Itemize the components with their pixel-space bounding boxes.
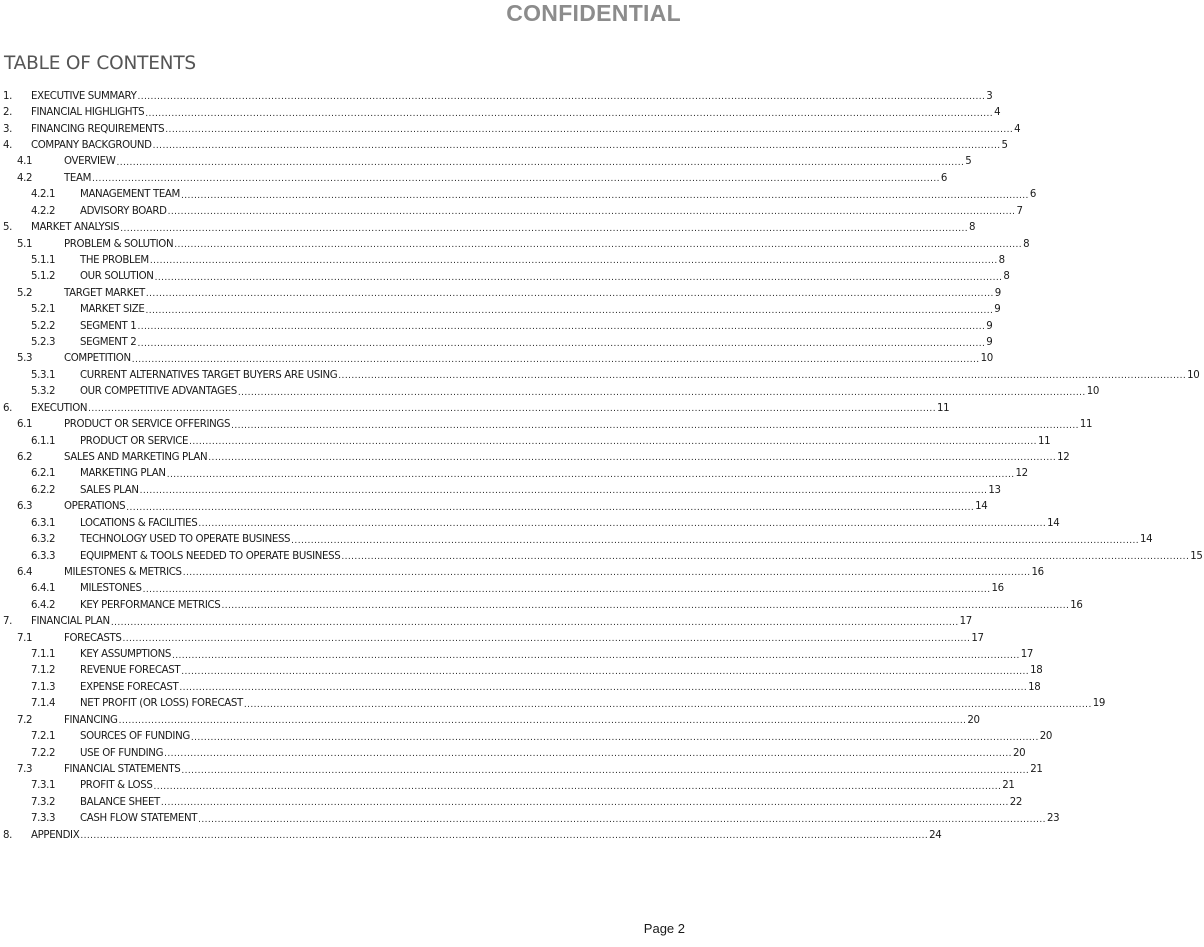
toc-entry[interactable] [3,499,988,515]
toc-dot-leader: .................................................................................................................................................................................................................................................................... [179,683,1028,694]
toc-entry-label: SOURCES OF FUNDING [80,731,190,743]
toc-entry-number: 7.3.3 [31,813,56,825]
toc-dot-leader: .................................................................................................................................................................................................................................................................... [182,568,1031,579]
toc-dot-leader: .................................................................................................................................................................................................................................................................... [189,437,1037,448]
toc-entry-label: LOCATIONS & FACILITIES [80,517,198,529]
toc-entry-page: 13 [988,484,1001,496]
toc-entry-page: 6 [940,172,947,184]
toc-entry[interactable] [3,548,1203,564]
toc-entry-number: 5.2.2 [31,320,56,332]
toc-entry[interactable] [3,400,950,416]
toc-entry-page: 8 [1023,238,1030,250]
toc-dot-leader: .................................................................................................................................................................................................................................................................... [180,190,1029,201]
toc-entry-number: 6.1.1 [31,435,56,447]
toc-dot-leader: .................................................................................................................................................................................................................................................................... [137,338,986,349]
toc-entry-label: EQUIPMENT & TOOLS NEEDED TO OPERATE BUSINESS [80,550,341,562]
toc-entry-number: 5.3.2 [31,386,56,398]
toc-dot-leader: .................................................................................................................................................................................................................................................................... [166,469,1015,480]
toc-entry-label: MARKET SIZE [80,304,145,316]
toc-entry[interactable] [3,367,1200,383]
toc-dot-leader: .................................................................................................................................................................................................................................................................... [145,108,994,119]
toc-entry-page: 5 [965,156,972,168]
toc-entry-label: COMPANY BACKGROUND [31,139,152,151]
toc-entry-number: 7.2.1 [31,731,56,743]
toc-entry-page: 23 [1046,813,1060,825]
toc-entry-number: 7.2.2 [31,747,56,759]
toc-entry[interactable] [3,416,1093,432]
table-of-contents [3,88,1203,843]
toc-dot-leader: .................................................................................................................................................................................................................................................................... [208,453,1057,464]
toc-dot-leader: .................................................................................................................................................................................................................................................................... [137,92,986,103]
toc-entry-label: APPENDIX [31,829,80,841]
toc-dot-leader: .................................................................................................................................................................................................................................................................... [338,371,1187,382]
toc-entry-label: OPERATIONS [64,501,126,513]
toc-dot-leader: .................................................................................................................................................................................................................................................................... [237,387,1086,398]
toc-entry-label: CURRENT ALTERNATIVES TARGET BUYERS ARE USING [80,369,338,381]
toc-entry-page: 11 [1079,419,1093,431]
toc-entry-page: 11 [1037,435,1051,447]
page-number: Page 2 [643,921,685,936]
toc-entry-label: MARKETING PLAN [80,468,166,480]
toc-entry-number: 7.1.1 [31,649,56,661]
toc-entry-page: 8 [969,222,976,234]
toc-entry-page: 9 [986,320,993,332]
toc-dot-leader: .................................................................................................................................................................................................................................................................... [164,749,1012,760]
toc-entry-number: 4. [3,139,13,151]
toc-entry-number: 5. [3,222,13,234]
toc-entry-page: 3 [986,90,993,102]
toc-entry[interactable] [3,104,1001,120]
toc-dot-leader: .................................................................................................................................................................................................................................................................... [198,814,1046,825]
toc-entry[interactable] [3,482,1001,498]
toc-dot-leader: .................................................................................................................................................................................................................................................................... [116,157,965,168]
toc-dot-leader: .................................................................................................................................................................................................................................................................... [80,831,929,842]
toc-dot-leader: .................................................................................................................................................................................................................................................................... [92,174,940,185]
toc-entry-number: 1. [3,90,13,102]
toc-entry-label: FINANCIAL PLAN [31,616,110,628]
toc-entry-number: 5.1 [17,238,33,250]
toc-entry[interactable] [3,564,1044,580]
toc-dot-leader: .................................................................................................................................................................................................................................................................... [122,634,971,645]
toc-dot-leader: .................................................................................................................................................................................................................................................................... [341,552,1190,563]
toc-entry-page: 14 [975,501,988,513]
toc-dot-leader: .................................................................................................................................................................................................................................................................... [110,617,959,628]
toc-entry-label: OUR SOLUTION [80,271,154,283]
toc-dot-leader: .................................................................................................................................................................................................................................................................... [181,765,1030,776]
toc-entry-page: 18 [1028,681,1041,693]
toc-entry-number: 7. [3,616,13,628]
toc-entry-page: 20 [1039,731,1052,743]
toc-entry-page: 10 [980,353,993,365]
toc-dot-leader: .................................................................................................................................................................................................................................................................... [198,519,1047,530]
toc-entry[interactable] [3,236,1030,252]
toc-entry[interactable] [3,728,1052,744]
toc-dot-leader: .................................................................................................................................................................................................................................................................... [154,272,1003,283]
toc-entry-page: 12 [1057,451,1070,463]
toc-entry-page: 4 [1014,123,1021,135]
toc-entry[interactable] [3,531,1153,547]
toc-entry[interactable] [3,794,1023,810]
toc-entry-number: 6.4.1 [31,583,56,595]
toc-entry[interactable] [3,334,993,350]
toc-entry[interactable] [3,581,1004,597]
toc-entry-number: 7.3 [17,764,33,775]
toc-dot-leader: .................................................................................................................................................................................................................................................................... [88,404,936,415]
toc-entry[interactable] [3,663,1043,679]
toc-entry-number: 7.3.1 [31,780,56,792]
toc-entry-number: 7.1.2 [31,665,56,677]
toc-entry[interactable] [3,433,1051,449]
toc-entry-page: 21 [1030,764,1043,775]
toc-entry-page: 12 [1015,468,1028,480]
toc-entry-label: CASH FLOW STATEMENT [80,813,198,825]
toc-entry[interactable] [3,318,993,334]
toc-entry-label: THE PROBLEM [80,254,149,266]
toc-dot-leader: .................................................................................................................................................................................................................................................................... [221,601,1070,612]
toc-entry-page: 20 [1012,747,1026,759]
toc-entry-label: TARGET MARKET [64,287,145,299]
toc-entry-label: EXPENSE FORECAST [80,681,179,693]
toc-entry-page: 9 [994,304,1001,316]
toc-dot-leader: .................................................................................................................................................................................................................................................................... [153,781,1002,792]
toc-entry-number: 6.3.1 [31,517,56,529]
toc-entry-number: 7.1.3 [31,681,56,693]
toc-entry-number: 5.3.1 [31,369,56,381]
toc-entry-label: OVERVIEW [64,156,116,168]
toc-entry-label: SALES AND MARKETING PLAN [64,451,208,463]
toc-entry-number: 7.1 [17,632,33,644]
toc-entry[interactable] [3,449,1070,465]
toc-entry[interactable] [3,252,1005,268]
toc-entry-label: USE OF FUNDING [80,747,164,759]
toc-entry-number: 6.4 [17,566,33,578]
toc-dot-leader: .................................................................................................................................................................................................................................................................... [167,207,1016,218]
toc-entry-label: FINANCING [64,714,118,726]
toc-entry-number: 8. [3,829,13,841]
toc-entry-label: FINANCIAL STATEMENTS [64,764,181,775]
toc-dot-leader: .................................................................................................................................................................................................................................................................... [145,305,994,316]
toc-title: TABLE OF CONTENTS [4,53,196,74]
toc-entry-page: 4 [994,107,1001,119]
toc-entry[interactable] [3,679,1041,695]
toc-entry-number: 6. [3,402,13,414]
toc-dot-leader: .................................................................................................................................................................................................................................................................... [120,223,969,234]
toc-entry-page: 5 [1001,139,1008,151]
toc-entry[interactable] [3,614,972,630]
toc-dot-leader: .................................................................................................................................................................................................................................................................... [118,716,967,727]
toc-entry-page: 19 [1092,698,1105,710]
toc-entry[interactable] [3,203,1023,219]
toc-entry-label: FORECASTS [64,632,122,644]
toc-entry-label: FINANCIAL HIGHLIGHTS [31,107,145,119]
toc-entry-page: 16 [991,583,1004,595]
toc-entry[interactable] [3,384,1099,400]
toc-entry-number: 5.3 [17,353,33,365]
toc-entry-number: 4.1 [17,156,33,168]
toc-entry-page: 16 [1070,599,1083,611]
toc-dot-leader: .................................................................................................................................................................................................................................................................... [142,584,991,595]
confidential-header: CONFIDENTIAL [506,0,681,26]
toc-entry-page: 17 [971,632,984,644]
toc-entry-number: 5.1.1 [31,254,56,266]
toc-dot-leader: .................................................................................................................................................................................................................................................................... [131,354,980,365]
toc-entry[interactable] [3,121,1021,137]
toc-entry-label: SEGMENT 2 [80,337,137,349]
toc-entry-number: 2. [3,107,13,119]
toc-dot-leader: .................................................................................................................................................................................................................................................................... [160,798,1009,809]
toc-entry-label: KEY PERFORMANCE METRICS [80,599,221,611]
toc-entry-page: 21 [1002,780,1015,792]
toc-entry-number: 6.3 [17,501,33,513]
toc-entry[interactable] [3,515,1060,531]
toc-entry-page: 8 [1003,271,1010,283]
toc-entry-label: REVENUE FORECAST [80,665,181,677]
toc-entry-number: 4.2 [17,172,33,184]
toc-entry[interactable] [3,827,942,843]
toc-entry-page: 8 [998,254,1005,266]
toc-entry[interactable] [3,285,1001,301]
toc-entry-number: 7.3.2 [31,796,56,808]
toc-entry-number: 7.2 [17,714,33,726]
toc-entry-number: 6.3.3 [31,550,56,562]
toc-entry-label: SEGMENT 1 [80,320,137,332]
toc-dot-leader: .................................................................................................................................................................................................................................................................... [165,125,1014,136]
toc-entry[interactable] [3,646,1034,662]
toc-entry[interactable] [3,745,1026,761]
toc-entry-label: SALES PLAN [80,484,139,496]
toc-entry[interactable] [3,761,1043,777]
toc-entry[interactable] [3,630,984,646]
toc-dot-leader: .................................................................................................................................................................................................................................................................... [149,256,998,267]
toc-entry[interactable] [3,301,1001,317]
toc-entry-label: TECHNOLOGY USED TO OPERATE BUSINESS [80,534,291,546]
toc-entry-page: 6 [1029,189,1036,201]
toc-entry-number: 6.2.2 [31,484,56,496]
toc-entry[interactable] [3,88,993,104]
toc-entry-label: PRODUCT OR SERVICE OFFERINGS [64,419,231,431]
toc-entry[interactable] [3,811,1060,827]
toc-entry[interactable] [3,154,972,170]
toc-entry-label: ADVISORY BOARD [80,205,167,217]
toc-entry-label: PROBLEM & SOLUTION [64,238,174,250]
toc-entry-label: MARKET ANALYSIS [31,222,120,234]
toc-entry[interactable] [3,712,980,728]
toc-entry-page: 20 [967,714,980,726]
toc-entry-number: 6.4.2 [31,599,56,611]
toc-entry-label: OUR COMPETITIVE ADVANTAGES [80,386,237,398]
toc-entry-number: 4.2.2 [31,205,56,217]
toc-entry-label: EXECUTIVE SUMMARY [31,90,137,102]
toc-entry-label: BALANCE SHEET [80,796,160,808]
toc-entry-page: 9 [986,337,993,349]
toc-entry-label: COMPETITION [64,353,131,365]
toc-entry[interactable] [3,219,976,235]
toc-entry-page: 18 [1030,665,1043,677]
toc-entry-number: 4.2.1 [31,189,56,201]
toc-entry[interactable] [3,269,1010,285]
toc-entry-page: 7 [1016,205,1023,217]
toc-entry-page: 10 [1086,386,1099,398]
toc-entry-number: 5.1.2 [31,271,56,283]
toc-entry-page: 11 [936,402,950,414]
toc-entry-page: 16 [1031,566,1044,578]
toc-entry-number: 5.2 [17,287,33,299]
toc-entry[interactable] [3,187,1036,203]
toc-entry[interactable] [3,597,1083,613]
toc-entry[interactable] [3,696,1105,712]
toc-entry-label: MILESTONES [80,583,142,595]
toc-entry-label: TEAM [64,172,92,184]
toc-entry-label: NET PROFIT (OR LOSS) FORECAST [80,698,243,710]
toc-entry-label: PRODUCT OR SERVICE [80,435,189,447]
toc-dot-leader: .................................................................................................................................................................................................................................................................... [190,732,1039,743]
toc-entry-number: 5.2.1 [31,304,56,316]
toc-entry[interactable] [3,170,947,186]
toc-dot-leader: .................................................................................................................................................................................................................................................................... [171,650,1020,661]
toc-dot-leader: .................................................................................................................................................................................................................................................................... [174,240,1023,250]
toc-dot-leader: .................................................................................................................................................................................................................................................................... [231,420,1079,431]
toc-dot-leader: .................................................................................................................................................................................................................................................................... [126,502,975,513]
toc-dot-leader: .................................................................................................................................................................................................................................................................... [152,141,1001,152]
toc-dot-leader: .................................................................................................................................................................................................................................................................... [145,289,994,300]
toc-entry-number: 3. [3,123,13,135]
toc-entry-label: PROFIT & LOSS [80,780,153,792]
toc-dot-leader: .................................................................................................................................................................................................................................................................... [291,535,1139,546]
toc-entry-label: MILESTONES & METRICS [64,566,182,578]
toc-dot-leader: .................................................................................................................................................................................................................................................................... [243,699,1092,710]
toc-entry-label: MANAGEMENT TEAM [80,189,180,201]
toc-entry-page: 17 [959,616,972,628]
toc-entry-page: 10 [1187,369,1200,381]
toc-entry-page: 15 [1190,550,1203,562]
toc-entry[interactable] [3,466,1028,482]
toc-entry[interactable] [3,137,1008,153]
toc-entry-page: 14 [1140,534,1153,546]
toc-dot-leader: .................................................................................................................................................................................................................................................................... [137,322,986,333]
toc-entry-number: 6.1 [17,419,33,431]
toc-entry[interactable] [3,778,1015,794]
toc-entry-number: 6.3.2 [31,534,56,546]
toc-entry-page: 24 [929,829,942,841]
toc-dot-leader: .................................................................................................................................................................................................................................................................... [139,486,988,497]
toc-entry-label: FINANCING REQUIREMENTS [31,123,165,135]
toc-entry-number: 6.2 [17,451,33,463]
toc-entry-number: 6.2.1 [31,468,56,480]
toc-entry[interactable] [3,351,993,367]
toc-dot-leader: .................................................................................................................................................................................................................................................................... [181,666,1030,677]
toc-entry-page: 22 [1009,796,1023,808]
toc-entry-number: 5.2.3 [31,337,56,349]
toc-entry-page: 9 [994,287,1001,299]
toc-entry-page: 17 [1020,649,1034,661]
toc-entry-label: EXECUTION [31,402,88,414]
toc-entry-page: 14 [1047,517,1060,529]
toc-entry-label: KEY ASSUMPTIONS [80,649,171,661]
toc-entry-number: 7.1.4 [31,698,56,710]
